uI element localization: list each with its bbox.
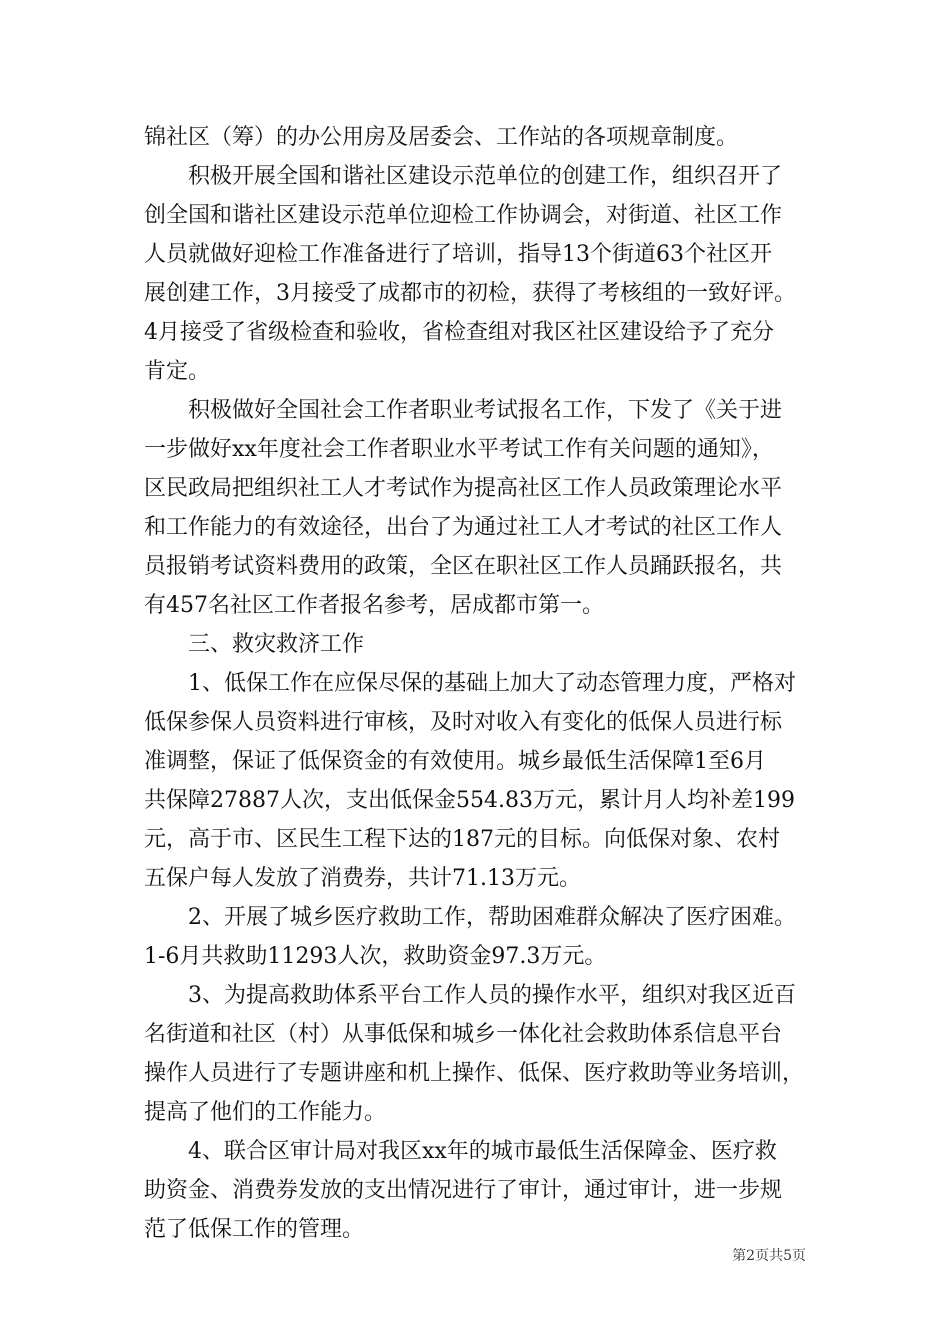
page-number: 第2页共5页 bbox=[732, 1248, 806, 1264]
text-line: 区民政局把组织社工人才考试作为提高社区工作人员政策理论水平 bbox=[144, 476, 783, 501]
text-line: 4月接受了省级检查和验收，省检查组对我区社区建设给予了充分 bbox=[144, 320, 774, 345]
body-text bbox=[144, 118, 824, 1249]
text-line: 1-6月共救助11293人次，救助资金97.3万元。 bbox=[144, 944, 607, 969]
text-line: 名街道和社区（村）从事低保和城乡一体化社会救助体系信息平台 bbox=[144, 1022, 783, 1047]
text-line: 准调整，保证了低保资金的有效使用。城乡最低生活保障1至6月 bbox=[144, 749, 766, 774]
paragraph-start: 1、低保工作在应保尽保的基础上加大了动态管理力度，严格对 bbox=[188, 671, 796, 696]
text-line: 和工作能力的有效途径，出台了为通过社工人才考试的社区工作人 bbox=[144, 515, 783, 540]
text-line: 五保户每人发放了消费券，共计71.13万元。 bbox=[144, 866, 581, 891]
text-line: 低保参保人员资料进行审核，及时对收入有变化的低保人员进行标 bbox=[144, 710, 783, 735]
paragraph-start: 积极开展全国和谐社区建设示范单位的创建工作，组织召开了 bbox=[188, 164, 783, 189]
text-line: 锦社区（筹）的办公用房及居委会、工作站的各项规章制度。 bbox=[144, 125, 739, 150]
text-line: 有457名社区工作者报名参考，居成都市第一。 bbox=[144, 593, 604, 618]
paragraph-start: 4、联合区审计局对我区xx年的城市最低生活保障金、医疗救 bbox=[188, 1139, 777, 1164]
paragraph-start: 积极做好全国社会工作者职业考试报名工作，下发了《关于进 bbox=[188, 398, 783, 423]
text-line: 人员就做好迎检工作准备进行了培训，指导13个街道63个社区开 bbox=[144, 242, 772, 267]
text-line: 提高了他们的工作能力。 bbox=[144, 1100, 387, 1125]
text-line: 展创建工作，3月接受了成都市的初检，获得了考核组的一致好评。 bbox=[144, 281, 796, 306]
paragraph-start: 3、为提高救助体系平台工作人员的操作水平，组织对我区近百 bbox=[188, 983, 796, 1008]
text-line: 助资金、消费券发放的支出情况进行了审计，通过审计，进一步规 bbox=[144, 1178, 783, 1203]
text-line: 肯定。 bbox=[144, 359, 211, 384]
text-line: 共保障27887人次，支出低保金554.83万元，累计月人均补差199 bbox=[144, 788, 795, 813]
text-line: 操作人员进行了专题讲座和机上操作、低保、医疗救助等业务培训， bbox=[144, 1061, 805, 1086]
text-line: 元，高于市、区民生工程下达的187元的目标。向低保对象、农村 bbox=[144, 827, 780, 852]
text-line: 员报销考试资料费用的政策，全区在职社区工作人员踊跃报名，共 bbox=[144, 554, 783, 579]
text-line: 范了低保工作的管理。 bbox=[144, 1217, 365, 1242]
paragraph-start: 2、开展了城乡医疗救助工作，帮助困难群众解决了医疗困难。 bbox=[188, 905, 796, 930]
text-line: 一步做好xx年度社会工作者职业水平考试工作有关问题的通知》， bbox=[144, 437, 774, 462]
text-line: 创全国和谐社区建设示范单位迎检工作协调会，对街道、社区工作 bbox=[144, 203, 783, 228]
section-heading: 三、救灾救济工作 bbox=[188, 632, 365, 657]
